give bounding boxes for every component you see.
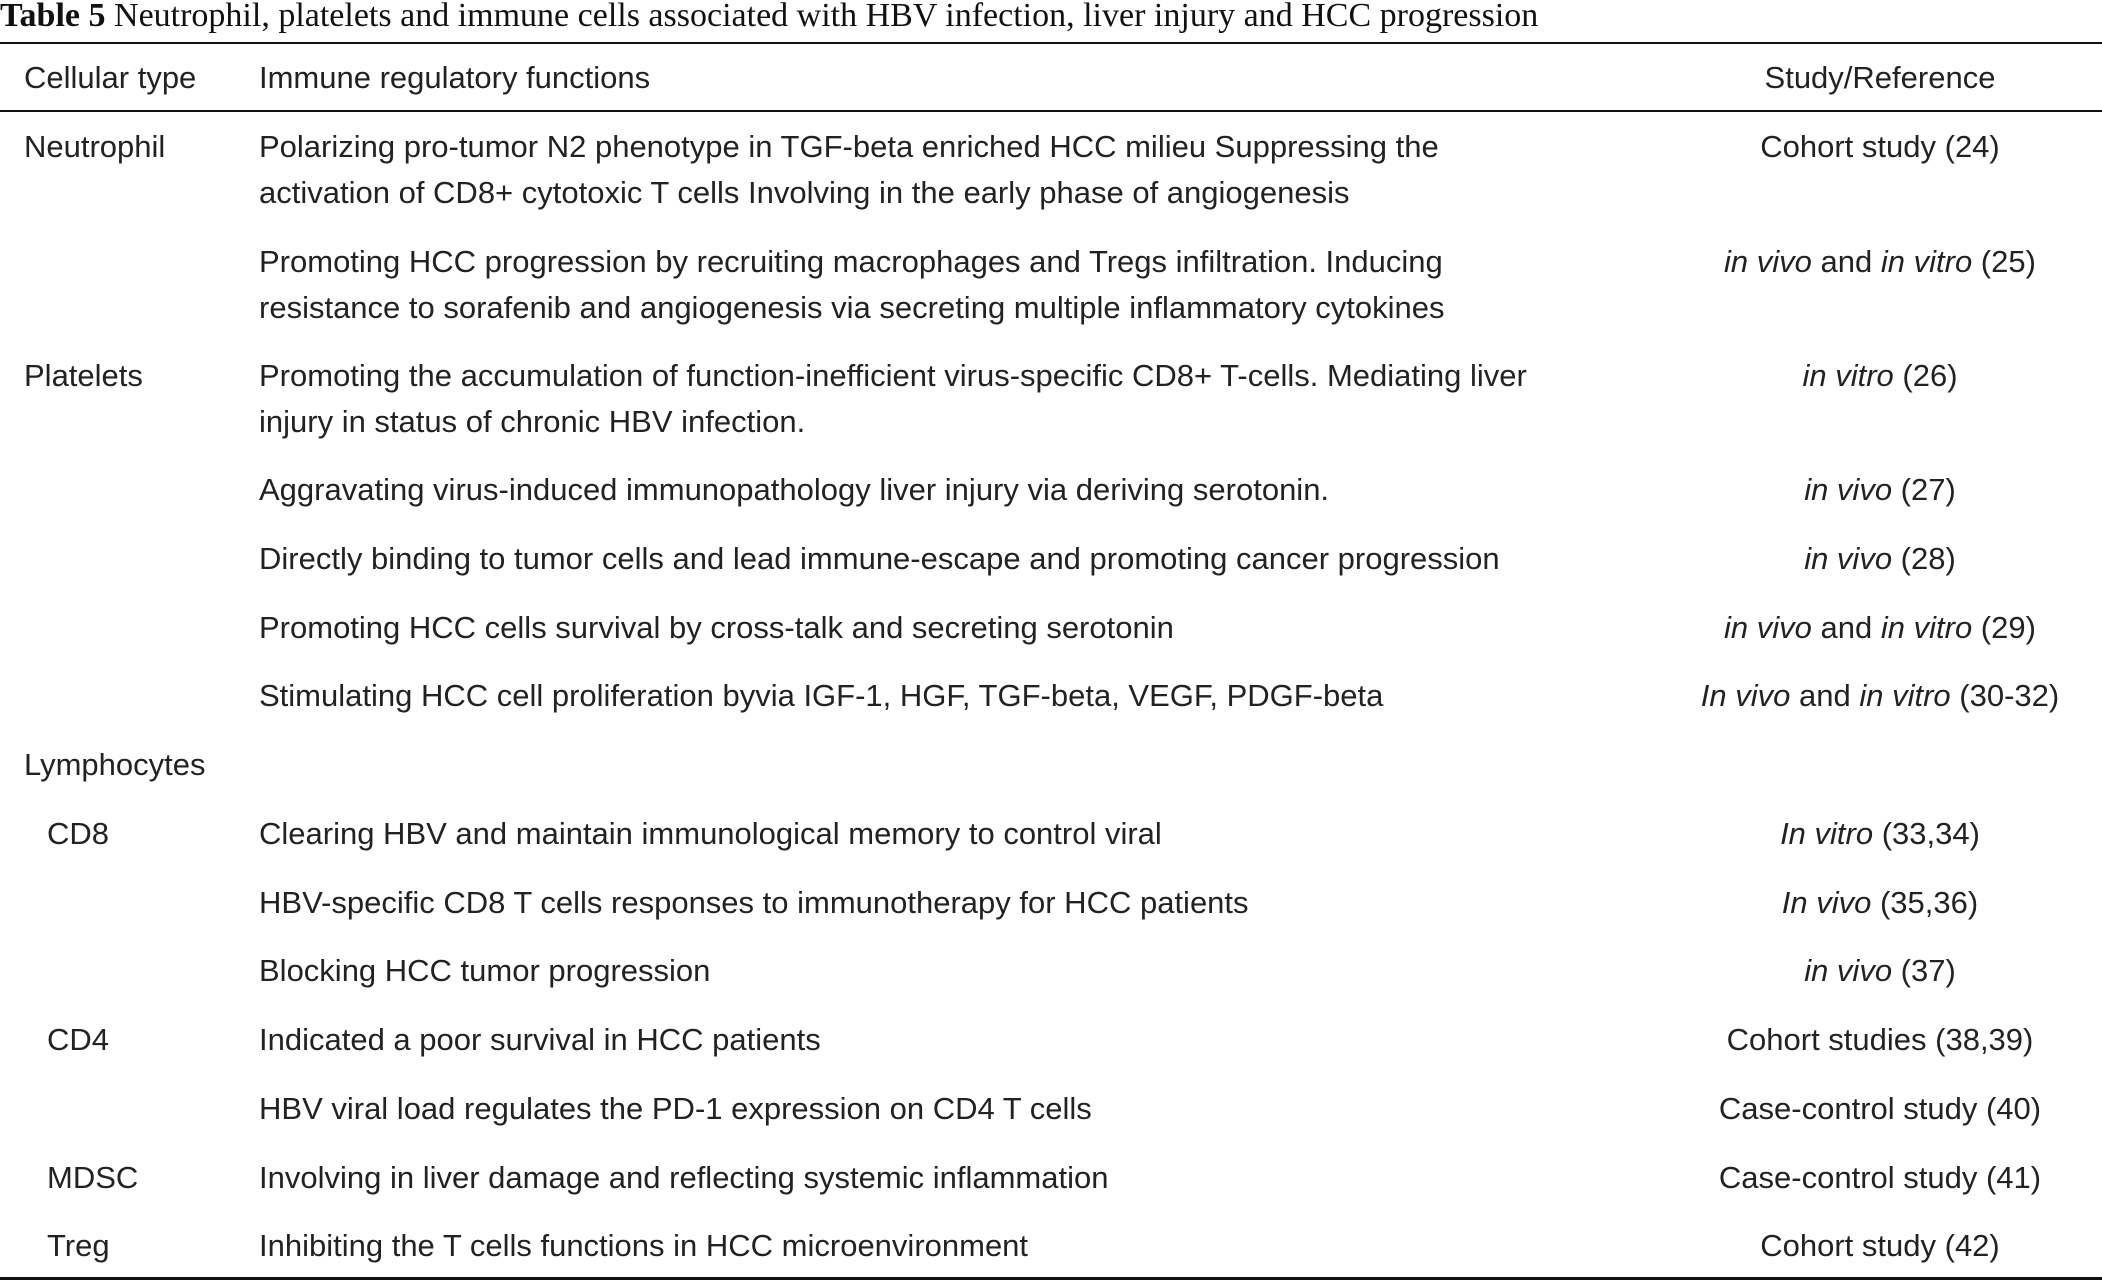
table-row-function: Involving in liver damage and reflecting systemic inflammation [259,1160,1109,1195]
top-rule [0,42,2102,44]
group-neutrophil: Neutrophil [24,129,166,164]
group-lymphocytes: Lymphocytes [24,747,206,782]
table-row-reference: in vivo and in vitro (25) [1724,244,2036,279]
table-caption [0,0,1538,34]
table-row-reference: in vivo (37) [1804,953,1956,988]
table-row-reference: In vivo and in vitro (30-32) [1700,678,2060,713]
table-label: Table 5 [0,0,106,34]
table-row-function: Aggravating virus-induced immunopathology liver injury via deriving serotonin. [259,472,1330,507]
subgroup-mdsc: MDSC [47,1160,139,1195]
subgroup-cd8: CD8 [47,816,110,851]
table-row-reference: Cohort study (42) [1760,1228,2000,1263]
table-row-reference: Cohort studies (38,39) [1726,1022,2034,1057]
table-row-function: Polarizing pro-tumor N2 phenotype in TGF-beta enriched HCC milieu Suppressing the activation of CD8+ cytotoxic T cells Involving in the early phase of angiogenesis [259,129,1439,210]
header-immune-functions: Immune regulatory functions [259,60,651,95]
subgroup-cd4: CD4 [47,1022,110,1057]
table-row-reference: Case-control study (41) [1718,1160,2042,1195]
table-row-function: Clearing HBV and maintain immunological memory to control viral [259,816,1162,851]
header-study-reference: Study/Reference [1764,60,1996,95]
group-platelets: Platelets [24,358,143,393]
header-cellular-type: Cellular type [24,60,197,95]
table-row-reference: In vitro (33,34) [1780,816,1980,851]
table-row-reference: in vitro (26) [1802,358,1958,393]
table-row-function: Promoting HCC cells survival by cross-talk and secreting serotonin [259,610,1174,645]
table-row-function: Promoting the accumulation of function-inefficient virus-specific CD8+ T-cells. Mediating liver injury in status of chronic HBV infection. [259,358,1527,439]
table-row-function: Directly binding to tumor cells and lead immune-escape and promoting cancer progression [259,541,1500,576]
table-row-function: Stimulating HCC cell proliferation byvia IGF-1, HGF, TGF-beta, VEGF, PDGF-beta [259,678,1384,713]
table-row-reference: Cohort study (24) [1760,129,2000,164]
table-row-function: Inhibiting the T cells functions in HCC microenvironment [259,1228,1029,1263]
table-row-function: Blocking HCC tumor progression [259,953,711,988]
header-rule [0,110,2102,112]
table-row-function: Indicated a poor survival in HCC patients [259,1022,821,1057]
table-row-reference: in vivo (28) [1804,541,1956,576]
bottom-rule [0,1277,2102,1280]
table-row-function: Promoting HCC progression by recruiting macrophages and Tregs infiltration. Inducing resistance to sorafenib and angiogenesis via secreting multiple inflammatory cytokines [259,244,1445,325]
table-row-reference: Case-control study (40) [1718,1091,2042,1126]
subgroup-treg: Treg [47,1228,110,1263]
table-row-reference: in vivo and in vitro (29) [1724,610,2036,645]
table-title: Neutrophil, platelets and immune cells associated with HBV infection, liver injury and HCC progression [114,0,1539,34]
table-row-reference: In vivo (35,36) [1781,885,1979,920]
table-row-reference: in vivo (27) [1804,472,1956,507]
table-row-function: HBV viral load regulates the PD-1 expression on CD4 T cells [259,1091,1092,1126]
table-row-function: HBV-specific CD8 T cells responses to immunotherapy for HCC patients [259,885,1249,920]
